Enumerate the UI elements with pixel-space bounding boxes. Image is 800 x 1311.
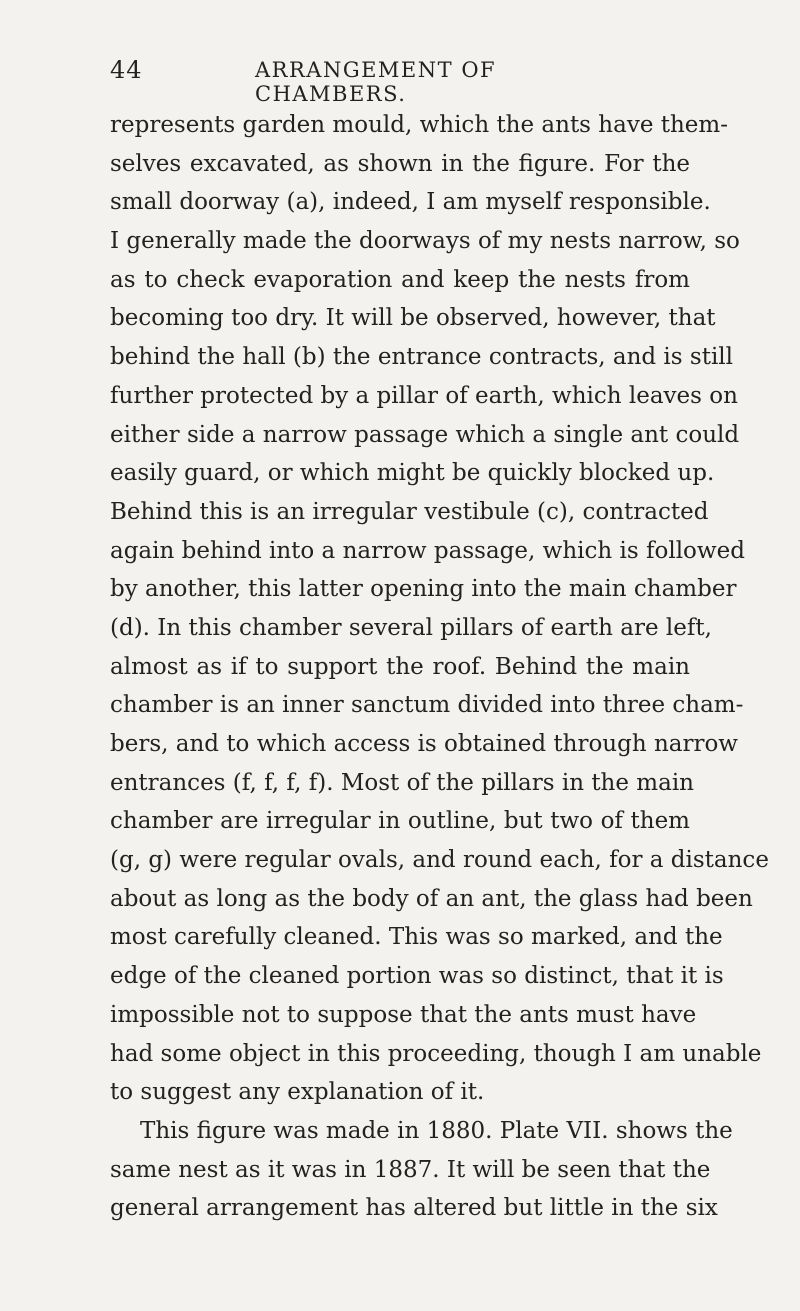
text-line: impossible not to suppose that the ants must have	[110, 1001, 697, 1028]
text-line: (d). In this chamber several pillars of earth are left,	[110, 614, 712, 641]
text-line: bers, and to which access is obtained through narrow	[110, 731, 738, 757]
text-line: chamber are irregular in outline, but two of them	[110, 808, 690, 835]
page-header	[110, 56, 650, 106]
paragraph-start-line: This figure was made in 1880. Plate VII. shows the	[140, 1117, 733, 1144]
text-line: either side a narrow passage which a single ant could	[110, 421, 740, 448]
text-line: small doorway (a), indeed, I am myself responsible.	[110, 189, 711, 216]
body-text	[110, 106, 769, 1228]
text-line: further protected by a pillar of earth, which leaves on	[110, 382, 738, 409]
text-line: easily guard, or which might be quickly blocked up.	[110, 460, 715, 487]
running-title: ARRANGEMENT OF CHAMBERS.	[255, 58, 497, 106]
text-line: about as long as the body of an ant, the glass had been	[110, 885, 753, 912]
text-line: most carefully cleaned. This was so marked, and the	[110, 924, 723, 951]
page-number: 44	[110, 56, 143, 84]
paragraph-end-line: to suggest any explanation of it.	[110, 1079, 485, 1106]
text-line: again behind into a narrow passage, which is followed	[110, 537, 745, 564]
text-line: entrances (f, f, f, f). Most of the pillars in the main	[110, 769, 694, 796]
text-line: general arrangement has altered but little in the six	[110, 1195, 718, 1222]
text-line: selves excavated, as shown in the figure. For the	[110, 150, 690, 177]
text-line: had some object in this proceeding, though I am unable	[110, 1040, 762, 1067]
text-line: Behind this is an irregular vestibule (c), contracted	[110, 498, 709, 525]
text-line: edge of the cleaned portion was so distinct, that it is	[110, 963, 724, 990]
text-line: behind the hall (b) the entrance contracts, and is still	[110, 344, 734, 371]
text-line: chamber is an inner sanctum divided into three cham-	[110, 692, 744, 719]
text-line: I generally made the doorways of my nests narrow, so	[110, 228, 740, 255]
text-line: as to check evaporation and keep the nests from	[110, 266, 690, 293]
text-line: represents garden mould, which the ants have them-	[110, 112, 728, 138]
text-line: almost as if to support the roof. Behind the main	[110, 653, 690, 680]
text-line: becoming too dry. It will be observed, however, that	[110, 305, 716, 332]
text-line: by another, this latter opening into the main chamber	[110, 576, 737, 603]
text-line: same nest as it was in 1887. It will be seen that the	[110, 1156, 711, 1183]
text-line: (g, g) were regular ovals, and round each, for a distance	[110, 847, 769, 874]
